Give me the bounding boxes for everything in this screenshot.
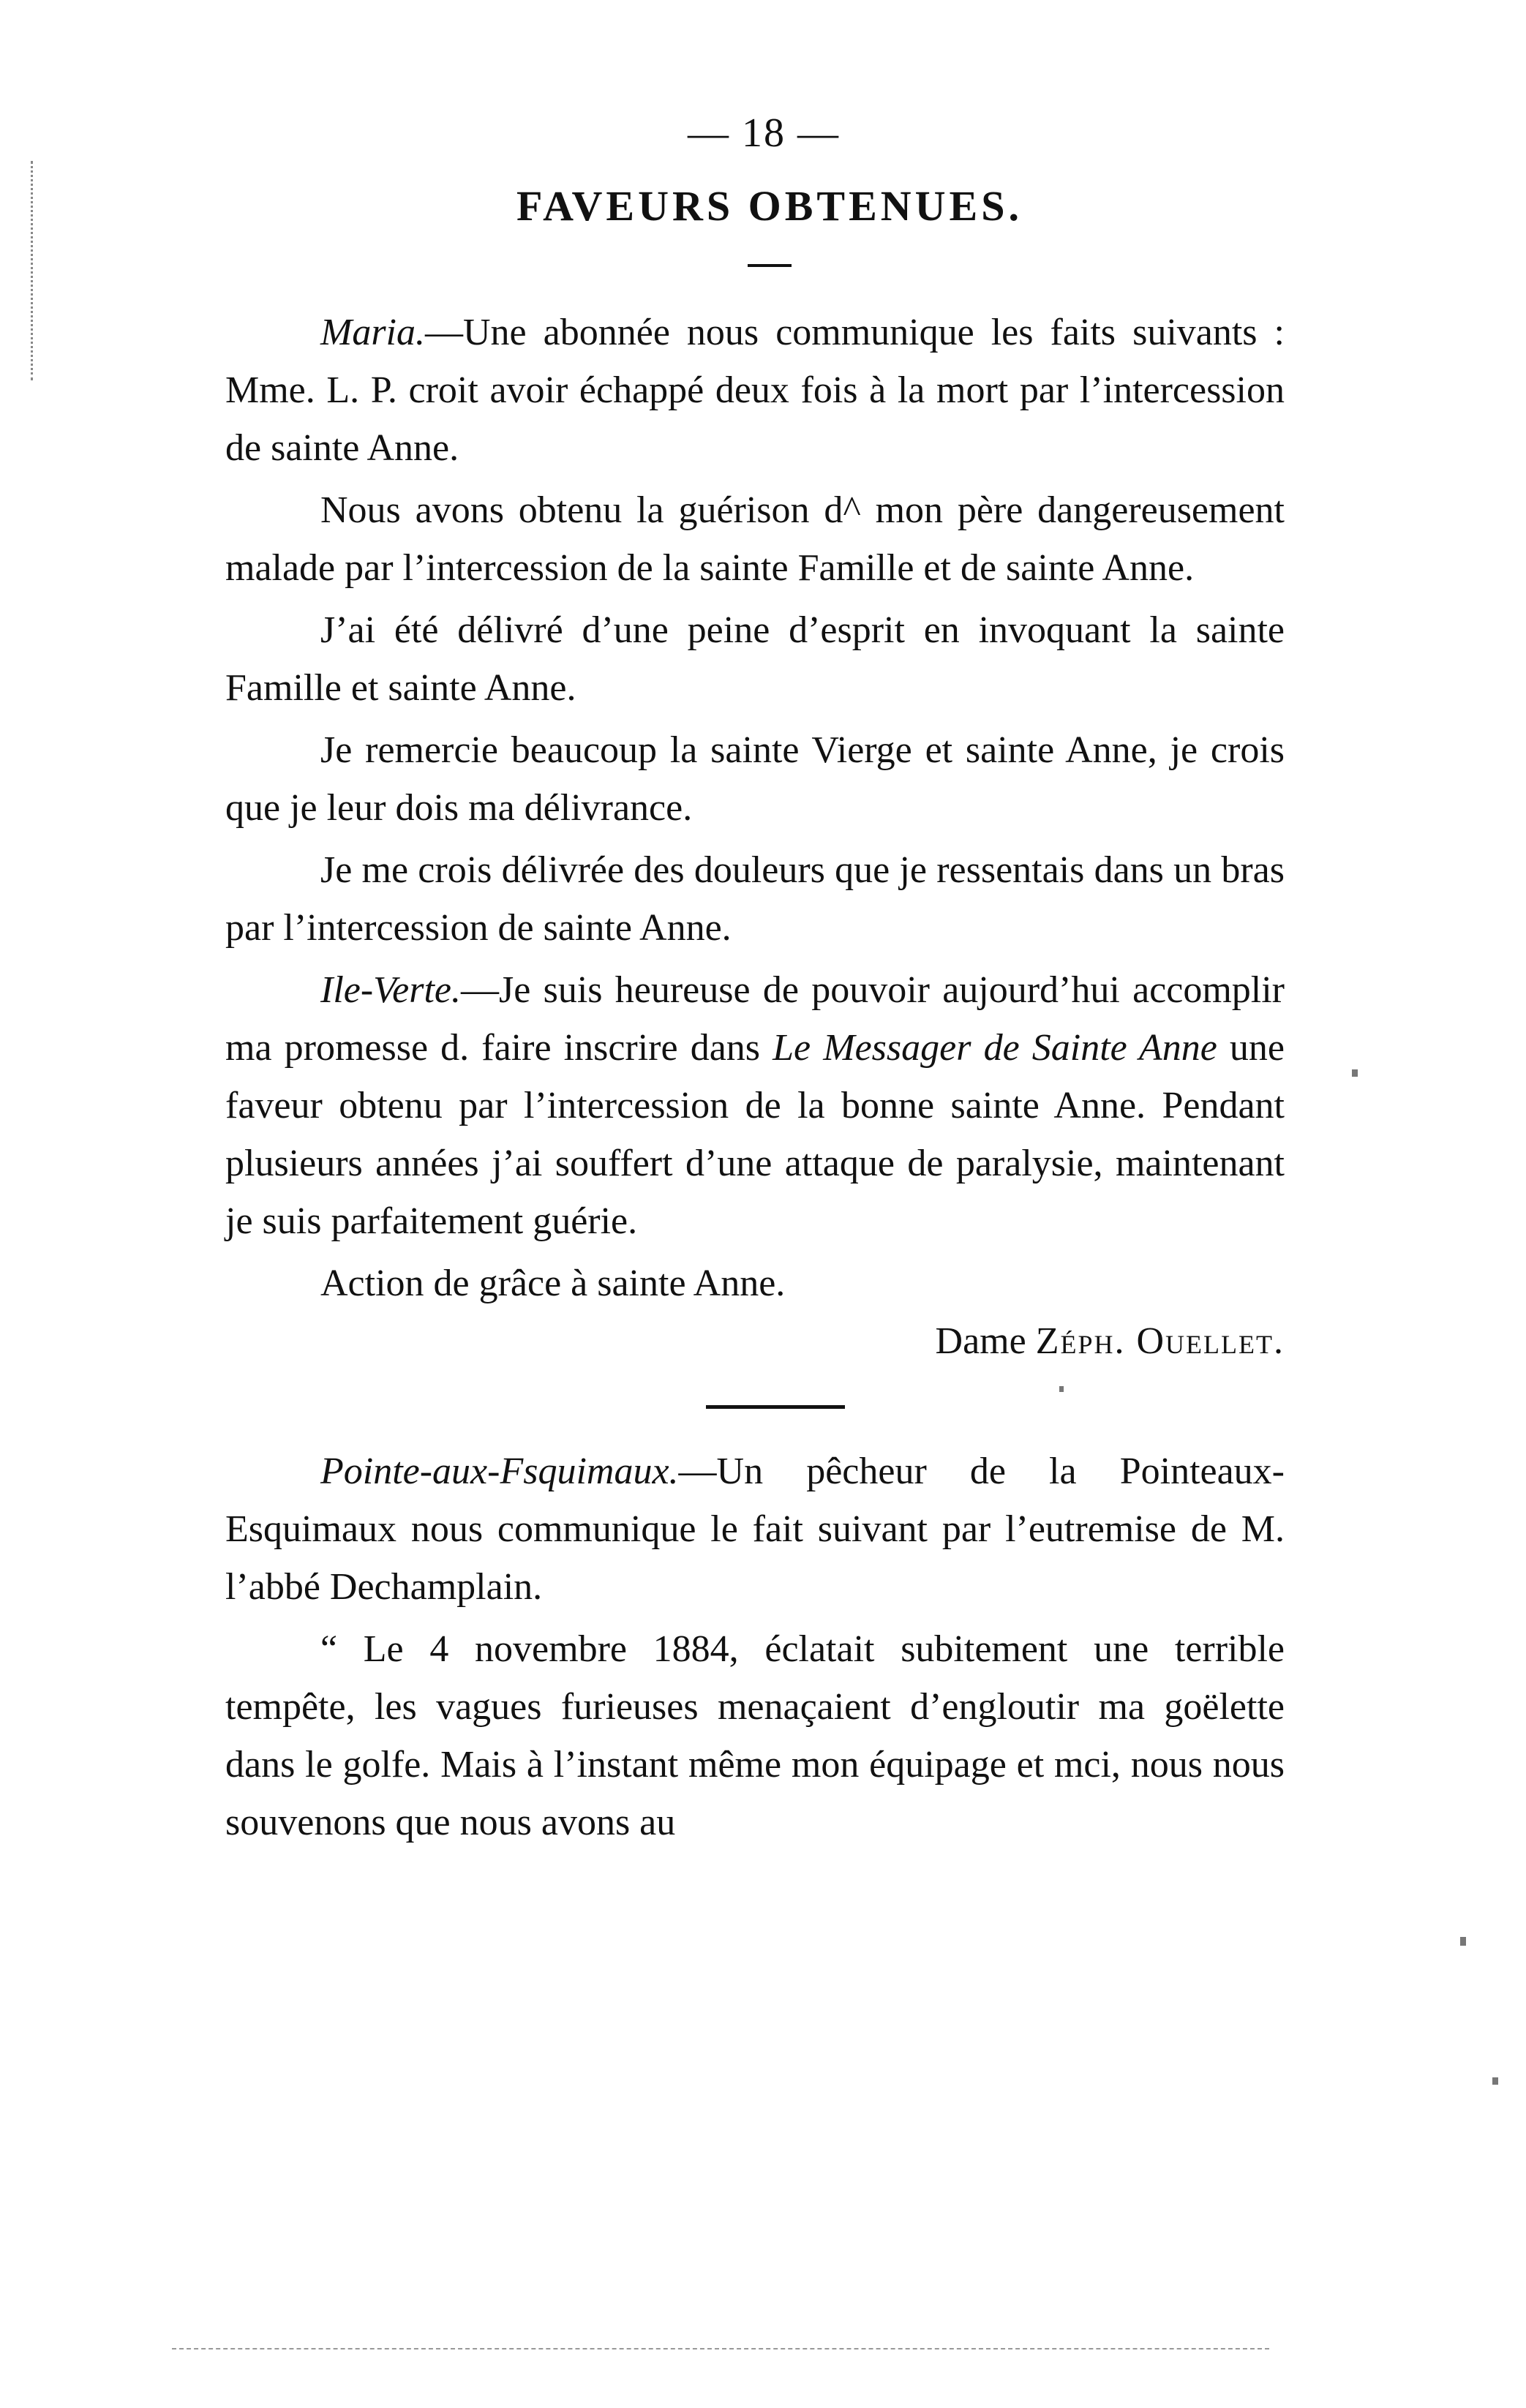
scan-speck <box>1492 2077 1498 2085</box>
page-title: FAVEURS OBTENUES. <box>516 182 1023 230</box>
page-number: — 18 — <box>688 110 840 156</box>
publication-title: Le Messager de Sainte Anne <box>773 1027 1217 1069</box>
paragraph-douleurs: Je me crois délivrée des douleurs que je ressentais dans un bras par l’intercession de sainte Anne. <box>225 849 1285 949</box>
place-name: Maria. <box>320 312 425 353</box>
paragraph-guerison: Nous avons obtenu la guérison d^ mon père dangereusement malade par l’intercession de la sainte Famille et de sainte Anne. <box>225 489 1285 589</box>
place-name: Ile-Verte. <box>320 969 462 1011</box>
signature-name: Zéph. Ouellet. <box>1035 1320 1285 1362</box>
title-divider <box>748 264 792 267</box>
paragraph-pointe-aux-esquimaux <box>225 1442 1285 1616</box>
scan-speck <box>1352 1069 1358 1077</box>
paragraph-text: une faveur obtenu par l’intercession de la bonne sainte Anne. Pendant plusieurs années j’ai souffert d’une attaque de paralysie, maintenant je suis parfaitement guérie. <box>225 1027 1285 1242</box>
paragraph-peine: J’ai été délivré d’une peine d’esprit en invoquant la sainte Famille et sainte Anne. <box>225 609 1285 709</box>
paragraph-ile-verte <box>225 961 1285 1250</box>
paragraph-text: —Une abonnée nous communique les faits suivants : Mme. L. P. croit avoir échappé deux fois à la mort par l’intercession de sainte Anne. <box>225 312 1285 469</box>
paragraph-text: —Un pêcheur de la Pointeaux-Esquimaux nous communique le fait suivant par l’eutremise de M. l’abbé Dechamplain. <box>225 1451 1285 1608</box>
scan-margin-mark <box>31 161 35 380</box>
scan-speck <box>1059 1386 1064 1392</box>
signature <box>225 1312 1285 1370</box>
paragraph-text: —Je suis heureuse de pouvoir aujourd’hui accomplir ma promesse d. faire inscrire dans <box>225 969 1285 1069</box>
book-page <box>225 110 1285 1851</box>
paragraph-action-de-grace: Action de grâce à sainte Anne. <box>320 1263 786 1304</box>
paragraph-tempete: “ Le 4 novembre 1884, éclatait subitement une terrible tempête, les vagues furieuses menaçaient d’engloutir ma goëlette dans le golfe. Mais à l’instant même mon équipage et mci, nous nous souvenons que nous avons au <box>225 1628 1285 1843</box>
section-divider <box>706 1405 845 1409</box>
scan-bottom-line <box>172 2348 1269 2349</box>
signature-prefix: Dame <box>935 1320 1036 1362</box>
paragraph-maria <box>225 304 1285 477</box>
place-name: Pointe-aux-Fsquimaux. <box>320 1451 679 1492</box>
paragraph-remercie: Je remercie beaucoup la sainte Vierge et sainte Anne, je crois que je leur dois ma délivrance. <box>225 729 1285 829</box>
scan-speck <box>1460 1937 1466 1946</box>
